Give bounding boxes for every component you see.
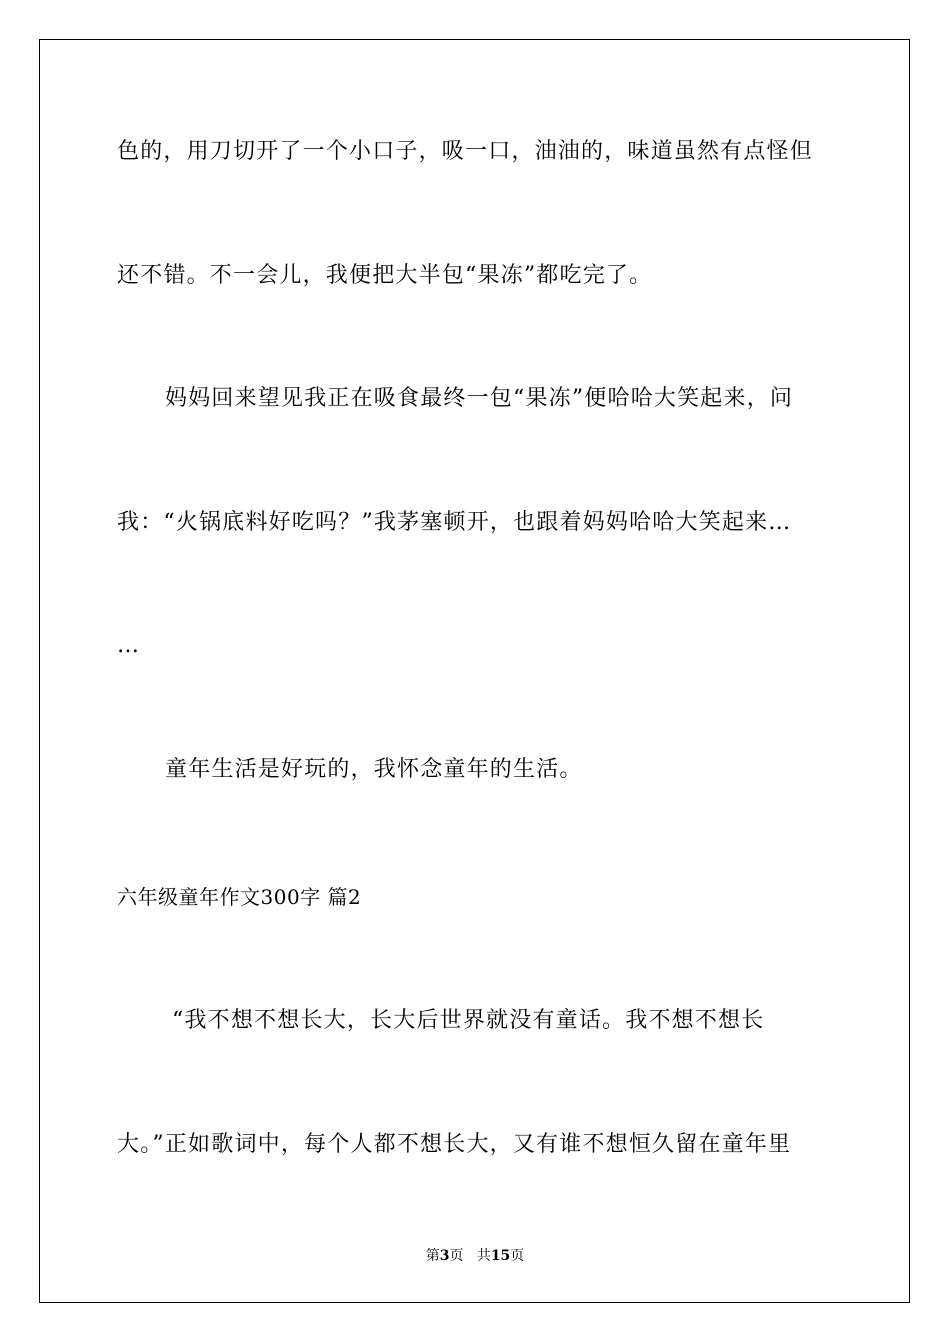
footer-total-pages: 15 bbox=[490, 1248, 511, 1264]
body-line-7: “我不想不想长大，长大后世界就没有童话。我不想不想长 bbox=[172, 1008, 765, 1033]
page-frame bbox=[39, 39, 910, 1303]
body-line-2: 还不错。不一会儿，我便把大半包“果冻”都吃完了。 bbox=[117, 263, 653, 288]
body-line-4: 我：“火锅底料好吃吗？”我茅塞顿开，也跟着妈妈哈哈大笑起来… bbox=[117, 510, 792, 535]
body-line-1: 色的，用刀切开了一个小口子，吸一口，油油的，味道虽然有点怪但 bbox=[117, 139, 814, 164]
footer-total-suffix: 页 bbox=[510, 1248, 525, 1264]
section-heading: 六年级童年作文300字 篇2 bbox=[117, 885, 362, 909]
page-footer bbox=[0, 1246, 950, 1266]
body-line-3: 妈妈回来望见我正在吸食最终一包“果冻”便哈哈大笑起来，问 bbox=[165, 386, 794, 411]
footer-page-suffix: 页 bbox=[449, 1248, 464, 1264]
footer-prefix: 第 bbox=[425, 1248, 440, 1264]
body-line-6: 童年生活是好玩的，我怀念童年的生活。 bbox=[165, 757, 583, 782]
body-line-5: … bbox=[117, 633, 141, 658]
footer-page-number: 3 bbox=[439, 1248, 450, 1264]
footer-total-prefix: 共 bbox=[476, 1248, 491, 1264]
body-line-8: 大。”正如歌词中，每个人都不想长大，又有谁不想恒久留在童年里 bbox=[117, 1132, 792, 1157]
